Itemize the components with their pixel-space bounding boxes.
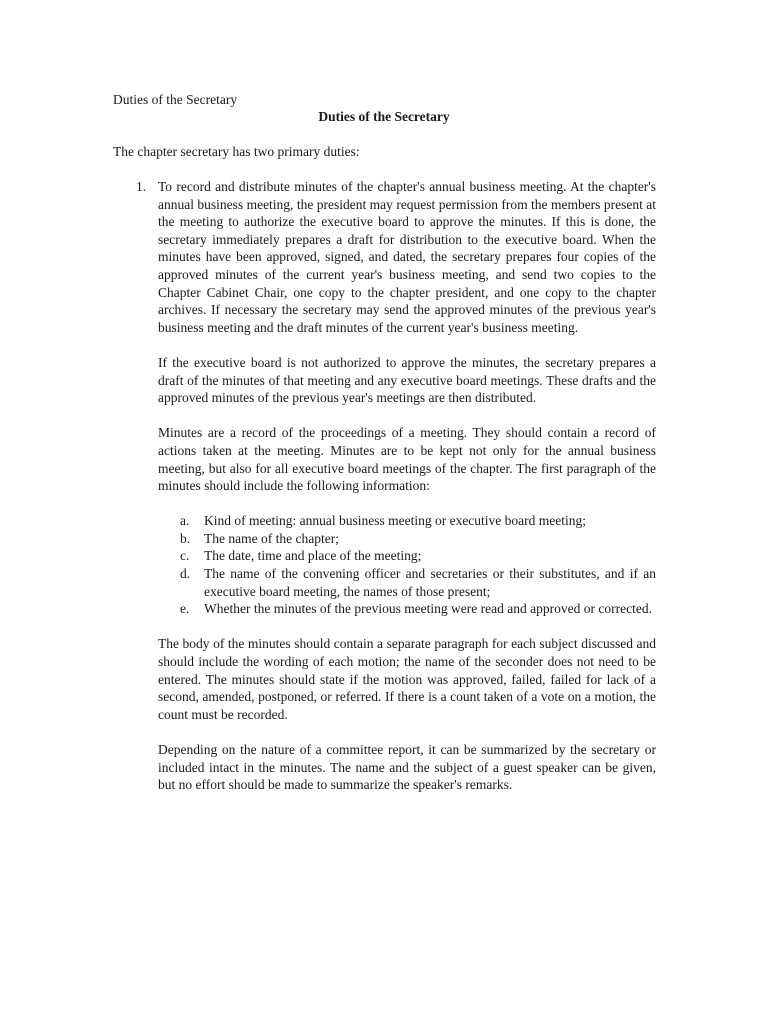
list-item-text: The date, time and place of the meeting; (204, 548, 422, 564)
intro-paragraph: The chapter secretary has two primary duties: (113, 144, 360, 159)
paragraph: To record and distribute minutes of the chapter's annual business meeting. At the chapter's annual business meeting, the president may request permission from the members present at the meeting to authorize the executive board to approve the minutes. If this is done, the secretary immediately prepares a draft for distribution to the executive board. When the minutes have been approved, signed, and dated, the secretary prepares four copies of the approved minutes of the current year's business meeting, and send two copies to the Chapter Cabinet Chair, one copy to the chapter president, and one copy to the chapter archives. If necessary the secretary may send the approved minutes of the previous year's business meeting and the draft minutes of the current year's business meeting. (158, 179, 656, 335)
document-header-title: Duties of the Secretary (113, 92, 238, 107)
list-item-letter: b. (180, 530, 191, 546)
duty-item-content (158, 178, 656, 811)
duties-list (136, 178, 656, 811)
list-item (180, 565, 656, 600)
paragraph: If the executive board is not authorized to approve the minutes, the secretary prepares a draft of the minutes of that meeting and any executive board meetings. These drafts and the approved minutes of the previous year's meetings are then distributed. (158, 354, 656, 406)
document-title: Duties of the Secretary (318, 109, 450, 124)
list-item (180, 547, 656, 565)
paragraph: Minutes are a record of the proceedings of a meeting. They should contain a record of actions taken at the meeting. Minutes are to be kept not only for the annual business meeting, but also for all executive board meetings of the chapter. The first paragraph of the minutes should include the following information: (158, 425, 656, 494)
paragraph: Depending on the nature of a committee report, it can be summarized by the secretary or included intact in the minutes. The name and the subject of a guest speaker can be given, but no effort should be made to summarize the speaker's remarks. (158, 742, 656, 793)
duty-item-number: 1. (136, 179, 147, 194)
paragraph: The body of the minutes should contain a separate paragraph for each subject discussed and should include the wording of each motion; the name of the seconder does not need to be entered. The minutes should state if the motion was approved, failed, failed for lack of a second, amended, postponed, or referred. If there is a count taken of a vote on a motion, the count must be recorded. (158, 636, 656, 722)
list-item-text: Kind of meeting: annual business meeting or executive board meeting; (204, 513, 587, 529)
list-item (180, 530, 656, 548)
list-item-letter: a. (180, 513, 190, 529)
list-item-text: The name of the convening officer and secretaries or their substitutes, and if an executive board meeting, the names of those present; (204, 566, 656, 599)
list-item (180, 512, 656, 530)
list-item (180, 600, 656, 618)
list-item-letter: e. (180, 601, 190, 617)
list-item-text: The name of the chapter; (204, 530, 339, 546)
duty-item (136, 178, 656, 811)
minutes-info-list (180, 512, 656, 618)
list-item-letter: d. (180, 566, 191, 582)
list-item-letter: c. (180, 548, 190, 564)
list-item-text: Whether the minutes of the previous meeting were read and approved or corrected. (204, 601, 652, 617)
